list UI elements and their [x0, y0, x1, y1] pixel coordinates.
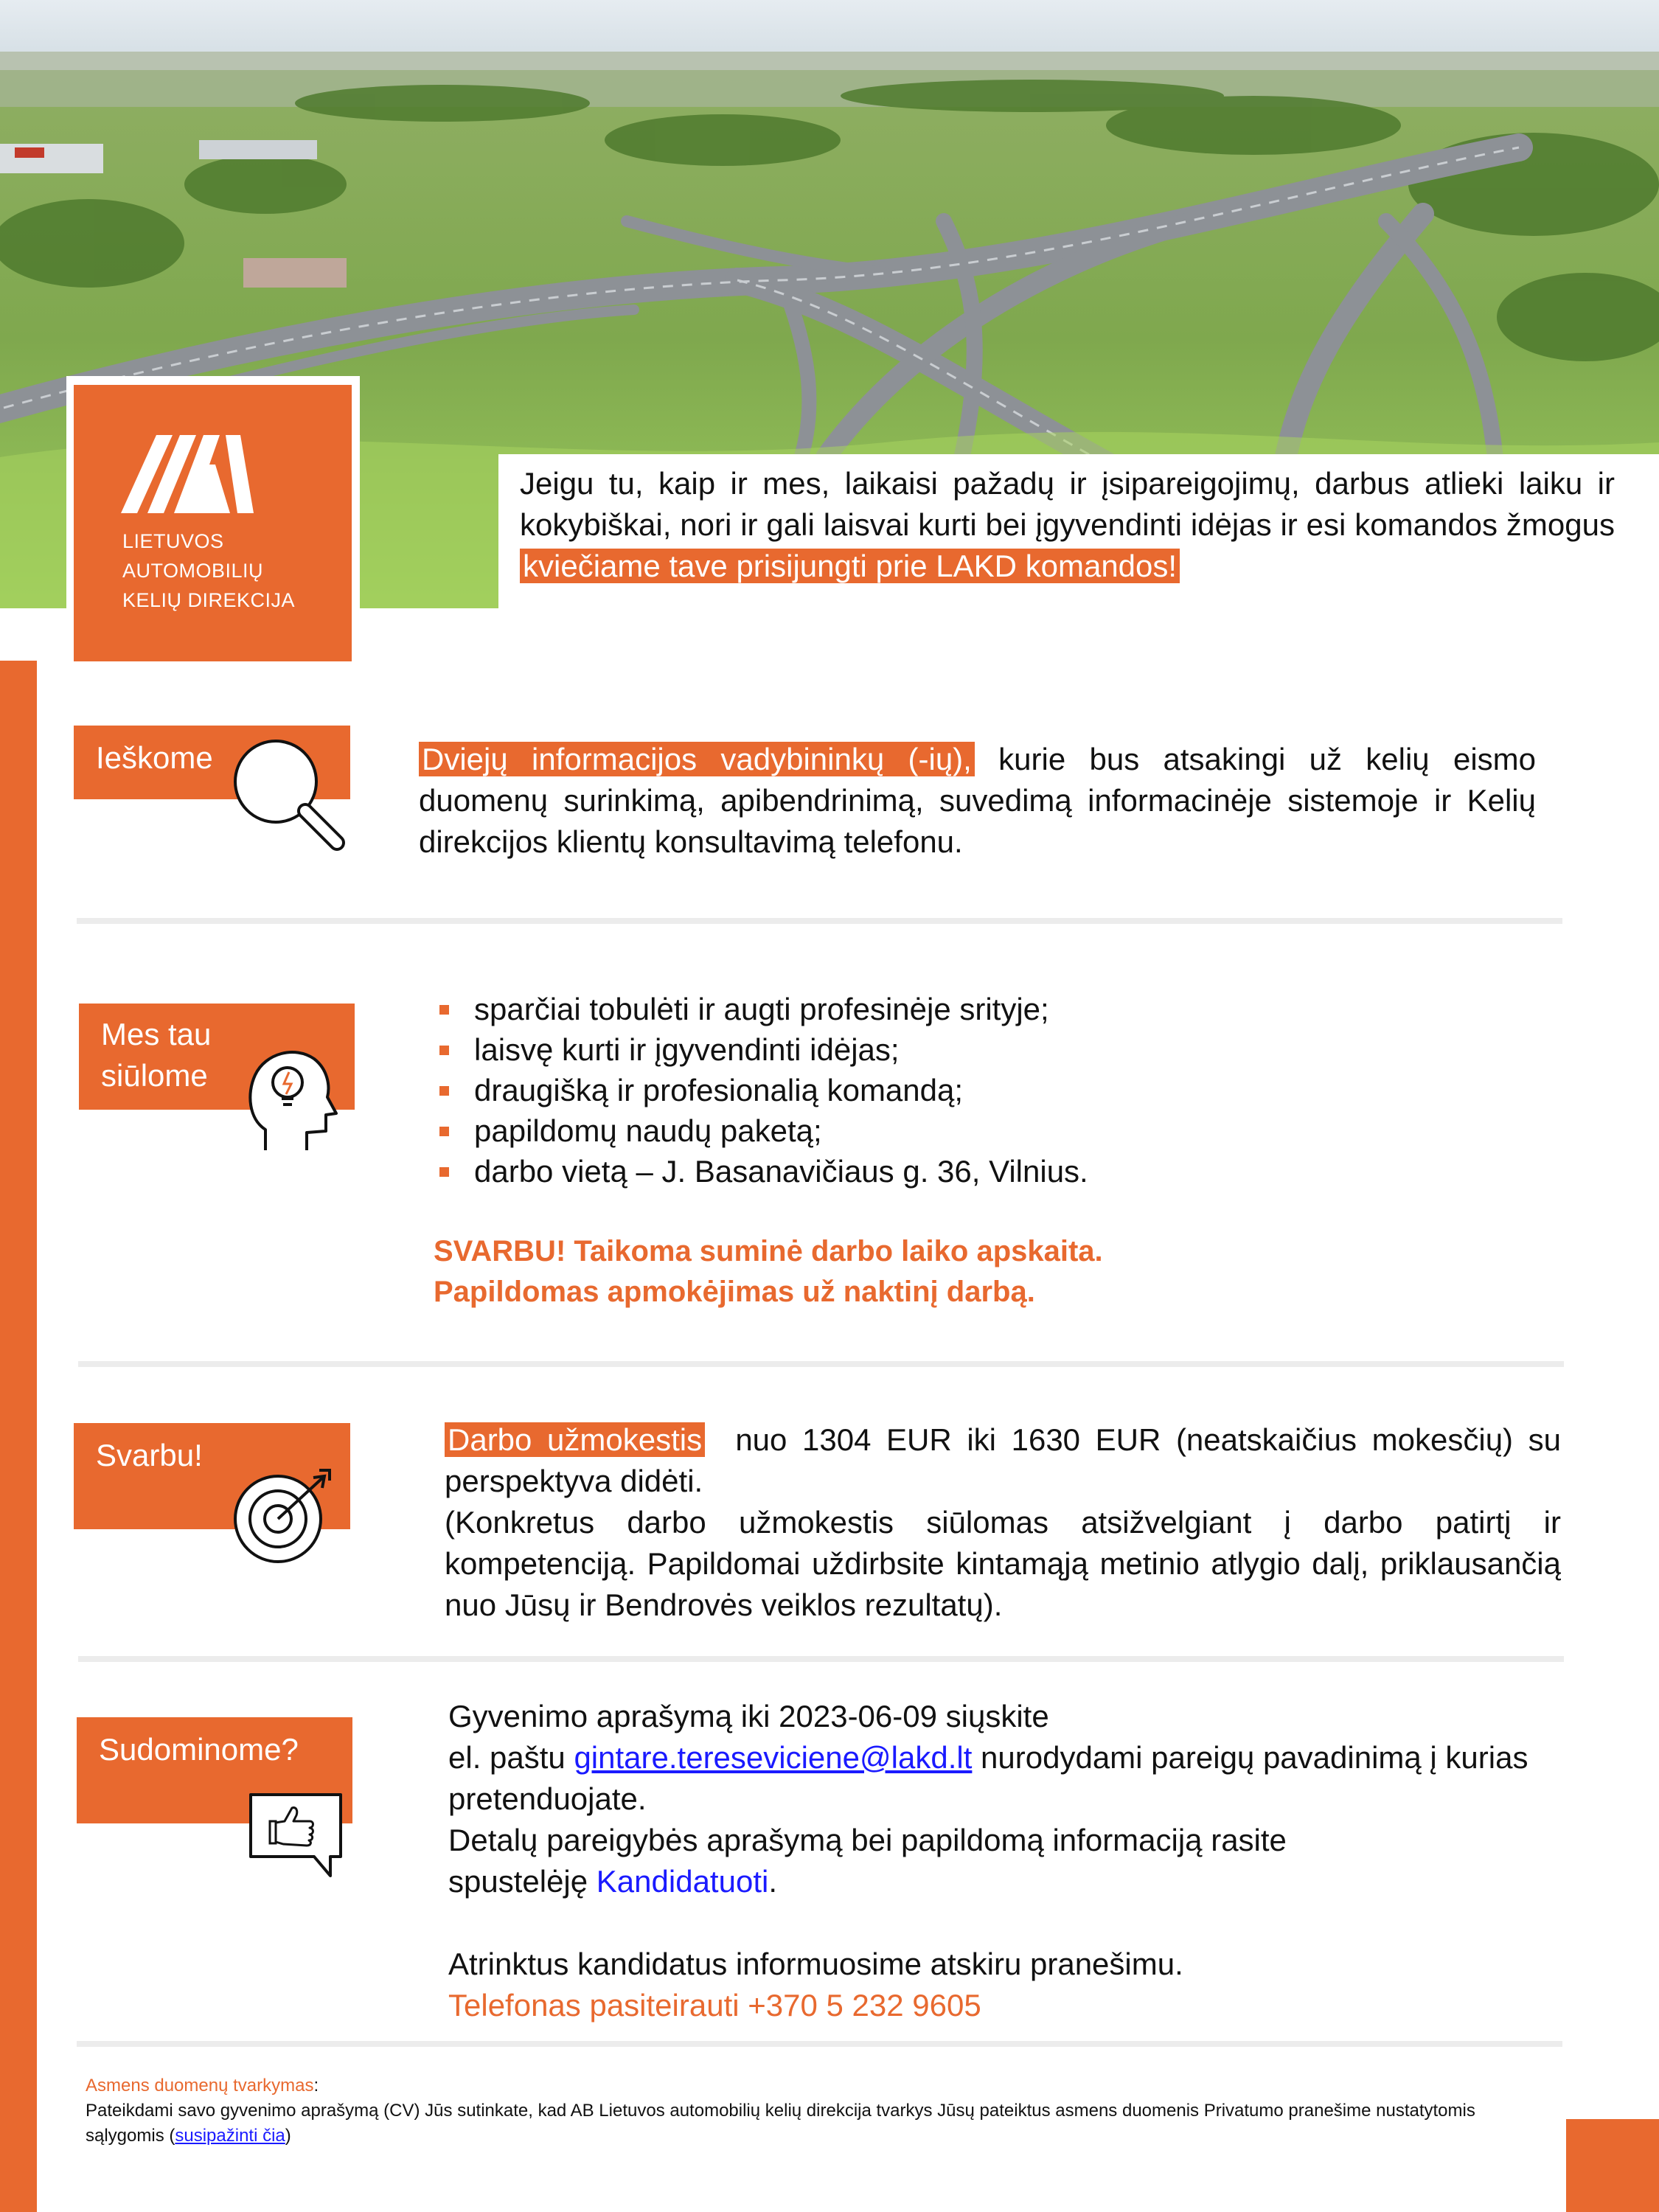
salary-highlight: Darbo užmokestis [445, 1422, 705, 1457]
left-accent-bar [0, 661, 37, 2212]
logo-line-2: AUTOMOBILIŲ [122, 560, 264, 582]
magnifier-icon [230, 736, 348, 854]
important-line-2: Papildomas apmokėjimas už naktinį darbą. [434, 1276, 1035, 1308]
target-arrow-icon [232, 1466, 335, 1565]
head-lightbulb-icon [243, 1043, 339, 1153]
list-item: sparčiai tobulėti ir augti profesinėje srityje; [434, 989, 1540, 1029]
tag-important-label: Svarbu! [96, 1438, 203, 1472]
list-item: laisvę kurti ir įgyvendinti idėjas; [434, 1029, 1540, 1070]
salary-detail: (Konkretus darbo užmokestis siūlomas atsižvelgiant į darbo patirtį ir kompetenciją. Papildomai uždirbsite kintamąją metinio atlygio dalį, priklausančią nuo Jūsų ir Bendrovės veiklos rezultatų). [445, 1505, 1561, 1622]
tag-seeking-label: Ieškome [96, 740, 213, 775]
apply-link[interactable]: Kandidatuoti [596, 1864, 769, 1899]
list-item: darbo vietą – J. Basanavičiaus g. 36, Vilnius. [434, 1151, 1540, 1192]
corner-accent-block [1566, 2119, 1659, 2212]
phone-line: Telefonas pasiteirauti +370 5 232 9605 [448, 1988, 981, 2023]
logo-name [122, 526, 295, 615]
contact-line-3: Detalų pareigybės aprašymą bei papildomą informaciją rasite [448, 1823, 1287, 1857]
intro-highlight: kviečiame tave prisijungti prie LAKD komandos! [520, 549, 1180, 583]
seeking-highlight: Dviejų informacijos vadybininkų (-ių), [419, 742, 975, 776]
divider [77, 918, 1562, 924]
contact-line-1: Gyvenimo aprašymą iki 2023-06-09 siųskite [448, 1699, 1049, 1733]
tag-offer-line-1: Mes tau [101, 1017, 212, 1051]
email-link[interactable]: gintare.tereseviciene@lakd.lt [574, 1740, 973, 1775]
list-item: papildomų naudų paketą; [434, 1110, 1540, 1151]
important-note [434, 1231, 1540, 1312]
thumbs-up-chat-icon [248, 1792, 344, 1879]
footer-text: Pateikdami savo gyvenimo aprašymą (CV) Jūs sutinkate, kad AB Lietuvos automobilių kelių direkcija tvarkys Jūsų pateiktus asmens duomenis Privatumo pranešime nustatytomis sąlygomis (susipažinti čia) [86, 2101, 1475, 2146]
salary-text: Darbo užmokestis nuo 1304 EUR iki 1630 EUR (neatskaičius mokesčių) su perspektyva didėti. (Konkretus darbo užmokestis siūlomas atsižvelgiant į darbo patirtį ir kompetenciją. Papildomai uždirbsite kintamąją metinio atlygio dalį, priklausančią nuo Jūsų ir Bendrovės veiklos rezultatų). [445, 1419, 1561, 1626]
footer-title: Asmens duomenų tvarkymas [86, 2076, 314, 2096]
privacy-footer: Asmens duomenų tvarkymas: Pateikdami savo gyvenimo aprašymą (CV) Jūs sutinkate, kad AB Lietuvos automobilių kelių direkcija tvarkys Jūsų pateiktus asmens duomenis Privatumo pranešime nustatytomis sąlygomis (susipažinti čia) [86, 2073, 1486, 2149]
divider [78, 1656, 1564, 1662]
logo-line-1: LIETUVOS [122, 530, 224, 552]
privacy-link[interactable]: susipažinti čia [175, 2126, 285, 2146]
contact-line-5: Atrinktus kandidatus informuosime atskiru pranešimu. [448, 1947, 1183, 1981]
tag-interested-label: Sudominome? [99, 1732, 299, 1767]
logo-line-3: KELIŲ DIREKCIJA [122, 589, 296, 611]
tag-offer-line-2: siūlome [101, 1058, 208, 1093]
benefits-list [434, 989, 1540, 1192]
lakd-logo-icon [121, 435, 254, 513]
contact-text: Gyvenimo aprašymą iki 2023-06-09 siųskite el. paštu gintare.tereseviciene@lakd.lt nurodydami pareigų pavadinimą į kurias pretenduojate. Detalų pareigybės aprašymą bei papildomą informaciją rasite spustelėję Kandidatuoti. Atrinktus kandidatus informuosime atskiru pranešimu. Telefonas pasiteirauti +370 5 232 9605 [448, 1696, 1540, 2026]
lakd-logo [74, 385, 352, 661]
important-line-1: SVARBU! Taikoma suminė darbo laiko apskaita. [434, 1235, 1103, 1267]
divider [78, 1361, 1564, 1367]
seeking-text: Dviejų informacijos vadybininkų (-ių), kurie bus atsakingi už kelių eismo duomenų surinkimą, apibendrinimą, suvedimą informacinėje sistemoje ir Kelių direkcijos klientų konsultavimą telefonu. [419, 742, 1536, 859]
divider [77, 2041, 1562, 2047]
list-item: draugišką ir profesionalią komandą; [434, 1070, 1540, 1110]
intro-text: Jeigu tu, kaip ir mes, laikaisi pažadų ir įsipareigojimų, darbus atlieki laiku ir kokybiškai, nori ir gali laisvai kurti bei įgyvendinti idėjas ir esi komandos žmogus kviečiame tave prisijungti prie LAKD komandos! [520, 466, 1615, 583]
